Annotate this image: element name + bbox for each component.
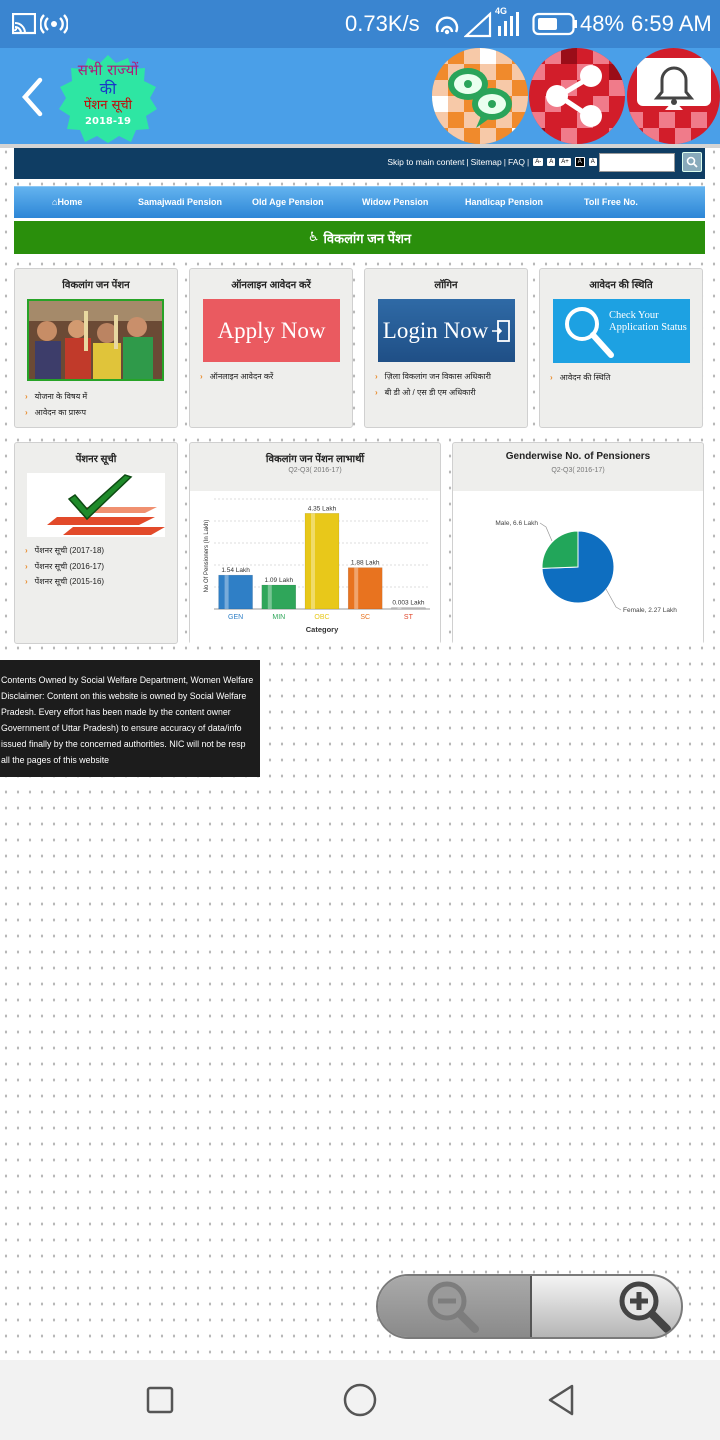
card-title: ऑनलाइन आवेदन करें bbox=[231, 280, 311, 291]
x-tick-label: SC bbox=[360, 614, 371, 621]
cast-icon bbox=[12, 10, 36, 38]
nav-toll-free[interactable]: Toll Free No. bbox=[584, 197, 638, 207]
status-card bbox=[539, 268, 703, 428]
pie-leader-line bbox=[540, 523, 552, 541]
footer-line: Contents Owned by Social Welfare Department, Women Welfare bbox=[1, 675, 254, 685]
card-link[interactable]: › पेंशनर सूची (2016-17) bbox=[25, 559, 104, 575]
nfc-icon bbox=[434, 10, 460, 38]
share-icon bbox=[529, 48, 625, 144]
footer-line: Government of Uttar Pradesh) to ensure accuracy of data/info bbox=[1, 723, 242, 733]
footer-line: Pradesh. Every effort has been made by the content owner bbox=[1, 707, 231, 717]
bar-highlight bbox=[354, 568, 358, 609]
hotspot-icon bbox=[40, 10, 68, 38]
recents-button[interactable] bbox=[146, 1386, 174, 1414]
font-normal-button[interactable]: A bbox=[549, 159, 554, 165]
bar bbox=[305, 513, 339, 609]
wheelchair-icon: ♿ bbox=[307, 230, 320, 245]
pie-chart-area bbox=[453, 491, 703, 645]
contrast-dark-button[interactable]: A bbox=[575, 157, 585, 167]
separator: | bbox=[503, 157, 506, 167]
pie-label: Female, 2.27 Lakh bbox=[623, 607, 677, 614]
nav-widow-pension[interactable]: Widow Pension bbox=[362, 197, 429, 207]
card-link[interactable]: › पेंशनर सूची (2015-16) bbox=[25, 574, 104, 590]
search-icon bbox=[686, 156, 698, 168]
faq-link[interactable]: FAQ bbox=[507, 157, 525, 167]
login-now-button[interactable] bbox=[378, 299, 515, 362]
bar-highlight bbox=[225, 575, 229, 609]
badge-line-3: पेंशन सूची bbox=[84, 98, 132, 113]
scheme-photo[interactable] bbox=[27, 299, 164, 381]
apply-now-label: Apply Now bbox=[217, 317, 326, 343]
separator: | bbox=[527, 157, 530, 167]
home-icon: ⌂ bbox=[52, 197, 58, 207]
site-search-input[interactable] bbox=[599, 153, 675, 172]
apply-card bbox=[189, 268, 353, 428]
card-subtitle: Q2-Q3( 2016-17) bbox=[551, 467, 605, 474]
card-link[interactable]: › ऑनलाइन आवेदन करें bbox=[200, 369, 273, 385]
login-door-icon bbox=[492, 320, 510, 342]
site-search-button[interactable] bbox=[682, 152, 702, 172]
zoom-out-button[interactable] bbox=[378, 1276, 530, 1337]
bar-chart bbox=[190, 491, 440, 643]
x-tick-label: ST bbox=[403, 614, 413, 621]
zoom-out-icon bbox=[425, 1279, 483, 1335]
site-top-bar bbox=[14, 148, 705, 179]
card-title: विकलांग जन पेंशन लाभार्थी bbox=[265, 454, 365, 465]
nav-old-age-pension[interactable]: Old Age Pension bbox=[252, 197, 324, 207]
card-title: Genderwise No. of Pensioners bbox=[505, 451, 651, 462]
bar bbox=[348, 568, 382, 609]
system-nav-bar bbox=[0, 1360, 720, 1440]
login-now-label: Login Now bbox=[382, 317, 489, 343]
bar-value-label: 1.09 Lakh bbox=[264, 577, 294, 585]
pie-label: Male, 6.6 Lakh bbox=[495, 520, 538, 527]
checkmark-icon bbox=[27, 473, 165, 537]
bar-value-label: 1.88 Lakh bbox=[350, 559, 380, 567]
sitemap-link[interactable]: Sitemap bbox=[470, 157, 502, 167]
apply-now-button[interactable] bbox=[203, 299, 340, 362]
bar-highlight bbox=[397, 608, 401, 610]
check-status-button[interactable] bbox=[553, 299, 690, 363]
x-tick-label: MIN bbox=[272, 614, 286, 621]
scheme-card bbox=[14, 268, 178, 428]
back-button[interactable] bbox=[14, 74, 50, 120]
page-banner-title: विकलांग जन पेंशन bbox=[323, 230, 412, 246]
card-link[interactable]: › आवेदन की स्थिति bbox=[550, 370, 610, 386]
card-link[interactable]: › ज़िला विकलांग जन विकास अधिकारी bbox=[375, 369, 491, 385]
gender-chart-card bbox=[452, 442, 704, 644]
check-status-line-2: Application Status bbox=[609, 322, 687, 333]
card-title: आवेदन की स्थिति bbox=[589, 280, 653, 291]
notification-bell-icon bbox=[627, 48, 720, 144]
badge-line-1: सभी राज्यों bbox=[77, 61, 139, 79]
pension-list-badge[interactable] bbox=[58, 55, 158, 143]
footer-line: Disclaimer: Content on this website is owned by Social Welfare bbox=[1, 691, 247, 701]
card-title: पेंशनर सूची bbox=[75, 454, 117, 465]
x-tick-label: GEN bbox=[228, 614, 244, 621]
signal-icon bbox=[464, 10, 522, 38]
badge-line-2: की bbox=[99, 79, 117, 98]
x-axis-title: Category bbox=[305, 625, 339, 634]
back-nav-button[interactable] bbox=[546, 1383, 576, 1417]
checklist-image[interactable] bbox=[27, 473, 165, 537]
bar-value-label: 0.003 Lakh bbox=[392, 599, 425, 607]
card-link[interactable]: › बी डी ओ / एस डी एम अधिकारी bbox=[375, 385, 491, 401]
card-subtitle: Q2-Q3( 2016-17) bbox=[288, 467, 342, 474]
bar bbox=[219, 575, 253, 609]
site-nav bbox=[14, 186, 705, 218]
pie-chart bbox=[453, 491, 703, 643]
login-card bbox=[364, 268, 528, 428]
bar-highlight bbox=[311, 513, 315, 609]
status-bar bbox=[0, 0, 720, 48]
pie-leader-line bbox=[606, 589, 621, 610]
footer-line: issued finally by the concerned authorities. NIC will not be resp bbox=[1, 739, 246, 749]
zoom-control bbox=[376, 1274, 683, 1339]
battery-level: 48% bbox=[580, 11, 625, 36]
bar bbox=[262, 585, 296, 609]
card-link[interactable]: › योजना के विषय में bbox=[25, 389, 87, 405]
pensioner-list-card bbox=[14, 442, 178, 644]
contrast-light-button[interactable]: A bbox=[590, 159, 595, 165]
badge-line-4: 2018-19 bbox=[85, 116, 131, 127]
check-status-line-1: Check Your bbox=[609, 310, 659, 321]
nav-home-label: Home bbox=[57, 197, 83, 207]
network-speed: 0.73K/s bbox=[345, 11, 420, 36]
bar bbox=[391, 608, 425, 610]
bar-highlight bbox=[268, 585, 272, 609]
card-title: विकलांग जन पेंशन bbox=[62, 280, 130, 291]
zoom-in-icon bbox=[615, 1279, 673, 1335]
bar-chart-area bbox=[190, 491, 440, 645]
skip-link[interactable]: Skip to main content bbox=[387, 157, 465, 167]
bar-value-label: 4.35 Lakh bbox=[307, 505, 337, 513]
separator: | bbox=[466, 157, 469, 167]
whatsapp-share-icon bbox=[432, 48, 528, 144]
crowd-photo-icon bbox=[29, 301, 162, 379]
beneficiary-chart-card bbox=[189, 442, 441, 644]
nav-handicap-pension[interactable]: Handicap Pension bbox=[465, 197, 544, 207]
notification-button[interactable] bbox=[627, 48, 720, 144]
share-button[interactable] bbox=[529, 48, 625, 144]
card-link[interactable]: › आवेदन का प्रारूप bbox=[25, 405, 87, 421]
bar-value-label: 1.54 Lakh bbox=[221, 567, 250, 575]
card-link[interactable]: › पेंशनर सूची (2017-18) bbox=[25, 543, 104, 559]
pie-slice bbox=[542, 531, 578, 568]
home-button[interactable] bbox=[342, 1382, 378, 1418]
clock: 6:59 AM bbox=[631, 11, 712, 36]
chevron-left-icon bbox=[20, 77, 44, 117]
whatsapp-share-button[interactable] bbox=[432, 48, 528, 144]
y-axis-title: No Of Pensioners (In Lakh) bbox=[204, 519, 210, 593]
font-increase-button[interactable]: A+ bbox=[561, 159, 569, 165]
battery-icon bbox=[532, 10, 578, 38]
x-tick-label: OBC bbox=[314, 614, 330, 621]
nav-home[interactable] bbox=[52, 197, 82, 207]
footer-disclaimer bbox=[0, 660, 260, 777]
card-title: लॉगिन bbox=[434, 280, 458, 291]
network-type: 4G bbox=[495, 6, 508, 16]
footer-line: all the pages of this website bbox=[1, 755, 110, 765]
page-banner bbox=[14, 221, 705, 254]
zoom-in-button[interactable] bbox=[532, 1276, 681, 1337]
font-decrease-button[interactable]: A- bbox=[535, 159, 542, 165]
nav-samajwadi-pension[interactable]: Samajwadi Pension bbox=[138, 197, 223, 207]
